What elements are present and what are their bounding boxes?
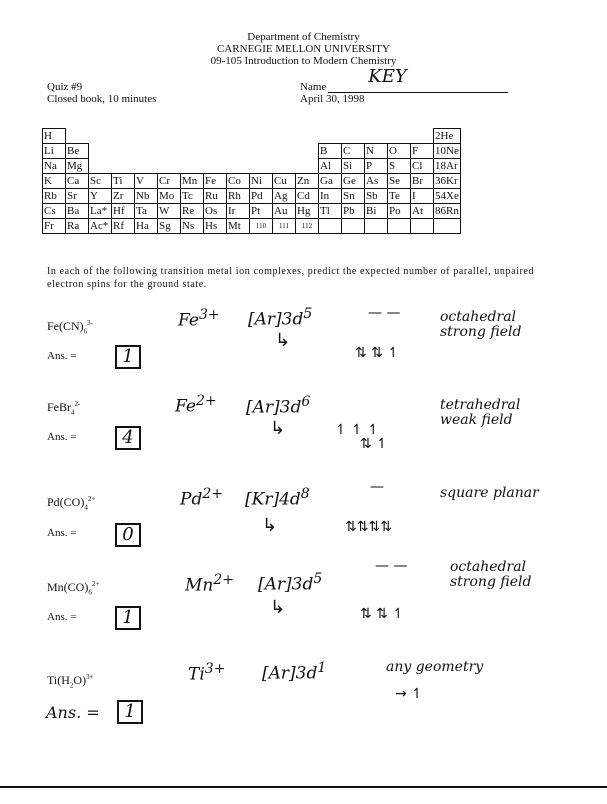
periodic-empty-cell <box>227 144 250 159</box>
answer-label-2: Ans. = <box>47 431 77 443</box>
periodic-empty-cell <box>388 129 411 144</box>
element-cell: Ac* <box>89 219 112 234</box>
element-cell: Br <box>411 174 434 189</box>
element-cell: Si <box>342 159 365 174</box>
periodic-table-row <box>43 219 461 234</box>
element-cell: Sg <box>158 219 181 234</box>
element-cell: Fr <box>43 219 66 234</box>
element-cell: Rb <box>43 189 66 204</box>
name-field <box>328 66 508 93</box>
element-cell: Pb <box>342 204 365 219</box>
element-cell: Te <box>388 189 411 204</box>
periodic-empty-cell <box>112 129 135 144</box>
element-cell: Sn <box>342 189 365 204</box>
element-cell: Sr <box>66 189 89 204</box>
element-cell: Sb <box>365 189 388 204</box>
periodic-empty-cell <box>181 159 204 174</box>
complex-formula-3: $Pd(CO)_4^{2+}$ <box>47 495 96 512</box>
element-cell: 112 <box>296 219 319 234</box>
element-cell: 18Ar <box>434 159 461 174</box>
element-cell: Ru <box>204 189 227 204</box>
ion-4: $Mn^{2+}$ <box>185 572 234 596</box>
element-cell: Hs <box>204 219 227 234</box>
periodic-empty-cell <box>66 129 89 144</box>
periodic-empty-cell <box>296 159 319 174</box>
answer-box-2: 4 <box>115 426 141 450</box>
element-cell: Cd <box>296 189 319 204</box>
periodic-empty-cell <box>135 129 158 144</box>
instructions: In each of the following transition metal ion complexes, predict the expected number of parallel, unpaired electron spins for the ground state. <box>47 266 535 290</box>
periodic-empty-cell <box>388 219 411 234</box>
element-cell: Ba <box>66 204 89 219</box>
element-cell: P <box>365 159 388 174</box>
answer-label-5: Ans. = <box>46 703 100 722</box>
answer-label-1: Ans. = <box>47 350 77 362</box>
element-cell: Zr <box>112 189 135 204</box>
periodic-empty-cell <box>158 144 181 159</box>
element-cell: Ni <box>250 174 273 189</box>
element-cell: Al <box>319 159 342 174</box>
config-2: $[Ar]3d^6$ <box>246 394 311 418</box>
periodic-empty-cell <box>342 129 365 144</box>
answer-box-1: 1 <box>115 345 141 369</box>
ion-3: $Pd^{2+}$ <box>180 486 223 510</box>
element-cell: At <box>411 204 434 219</box>
periodic-empty-cell <box>250 144 273 159</box>
periodic-empty-cell <box>204 159 227 174</box>
complex-formula-5: $Ti(H_2O)^{3+}$ <box>47 673 94 690</box>
element-cell: 110 <box>250 219 273 234</box>
complex-formula-1: $Fe(CN)_6^{3-}$ <box>47 319 94 336</box>
date-text: April 30, 1998 <box>300 93 365 105</box>
arrow-icon: ↳ <box>270 418 286 439</box>
element-cell: Pd <box>250 189 273 204</box>
element-cell: Ir <box>227 204 250 219</box>
periodic-empty-cell <box>342 219 365 234</box>
periodic-empty-cell <box>112 159 135 174</box>
periodic-empty-cell <box>112 144 135 159</box>
element-cell: Cu <box>273 174 296 189</box>
periodic-empty-cell <box>273 144 296 159</box>
periodic-empty-cell <box>181 144 204 159</box>
element-cell: Ge <box>342 174 365 189</box>
element-cell: I <box>411 189 434 204</box>
periodic-empty-cell <box>158 129 181 144</box>
element-cell: Ti <box>112 174 135 189</box>
periodic-empty-cell <box>365 129 388 144</box>
element-cell: Ag <box>273 189 296 204</box>
complex-formula-4: $Mn(CO)_6^{2+}$ <box>47 580 100 597</box>
orbitals-top-4: — — <box>375 558 408 574</box>
element-cell: Bi <box>365 204 388 219</box>
quiz-note: Closed book, 10 minutes <box>47 93 157 105</box>
element-cell: Fe <box>204 174 227 189</box>
config-5: $[Ar]3d^1$ <box>262 660 327 684</box>
university-line: CARNEGIE MELLON UNIVERSITY <box>217 43 390 55</box>
periodic-empty-cell <box>227 159 250 174</box>
element-cell: Cl <box>411 159 434 174</box>
periodic-empty-cell <box>89 144 112 159</box>
element-cell: Sc <box>89 174 112 189</box>
element-cell: Mo <box>158 189 181 204</box>
answer-label-3: Ans. = <box>47 527 77 539</box>
periodic-empty-cell <box>365 219 388 234</box>
config-4: $[Ar]3d^5$ <box>258 571 323 595</box>
periodic-empty-cell <box>204 129 227 144</box>
element-cell: Re <box>181 204 204 219</box>
element-cell: Ha <box>135 219 158 234</box>
orbitals-bottom-4: ⇅ ⇅ ↿ <box>360 606 405 622</box>
answer-label-4: Ans. = <box>47 611 77 623</box>
element-cell: Na <box>43 159 66 174</box>
element-cell: 10Ne <box>435 145 459 157</box>
element-cell: Au <box>273 204 296 219</box>
element-cell: B <box>319 144 342 159</box>
periodic-empty-cell <box>434 219 461 234</box>
element-cell: Be <box>66 144 89 159</box>
page-bottom-edge <box>0 786 607 788</box>
periodic-empty-cell <box>273 159 296 174</box>
arrow-icon: ↳ <box>275 330 291 351</box>
notes-2: tetrahedral weak field <box>440 397 521 428</box>
orbitals-bottom-2: ⇅ ↿ <box>360 436 388 452</box>
element-cell: V <box>135 174 158 189</box>
periodic-empty-cell <box>319 219 342 234</box>
element-cell: Ga <box>319 174 342 189</box>
element-cell: 36Kr <box>434 174 461 189</box>
arrow-icon: ↳ <box>262 515 278 536</box>
department-line: Department of Chemistry <box>247 31 360 43</box>
element-cell: Hf <box>112 204 135 219</box>
periodic-empty-cell <box>296 129 319 144</box>
answer-box-3: 0 <box>115 523 141 547</box>
periodic-table-row <box>43 159 461 174</box>
document-header <box>0 31 607 67</box>
element-cell: Cs <box>43 204 66 219</box>
quiz-number: Quiz #9 <box>47 81 83 93</box>
orbitals-bottom-5: → ↿ <box>395 686 423 702</box>
quiz-info <box>47 81 156 105</box>
element-cell: Li <box>43 144 66 159</box>
answer-box-5: 1 <box>117 700 143 724</box>
element-cell: Mg <box>66 159 89 174</box>
element-cell: Se <box>388 174 411 189</box>
periodic-empty-cell <box>250 159 273 174</box>
element-cell: 86Rn <box>435 205 459 217</box>
orbitals-top-3: — <box>370 479 384 495</box>
orbitals-bottom-3: ⇅⇅⇅⇅ <box>345 519 392 535</box>
element-cell: O <box>388 144 411 159</box>
element-cell: Co <box>227 174 250 189</box>
course-line: 09-105 Introduction to Modern Chemistry <box>210 55 397 67</box>
element-cell: N <box>365 144 388 159</box>
element-cell: 2He <box>434 129 461 144</box>
element-cell: As <box>365 174 388 189</box>
element-cell: In <box>319 189 342 204</box>
periodic-empty-cell <box>158 159 181 174</box>
element-cell: Rh <box>227 189 250 204</box>
element-cell: C <box>342 144 365 159</box>
periodic-empty-cell <box>319 129 342 144</box>
element-cell: Pt <box>250 204 273 219</box>
notes-5: any geometry <box>386 659 484 675</box>
answer-box-4: 1 <box>115 606 141 630</box>
periodic-table-row <box>43 129 461 144</box>
element-cell: K <box>43 174 66 189</box>
periodic-empty-cell <box>135 144 158 159</box>
periodic-empty-cell <box>135 159 158 174</box>
periodic-empty-cell <box>273 129 296 144</box>
orbitals-top-2: ↿ ↿ ↿ <box>335 422 380 438</box>
arrow-icon: ↳ <box>270 597 286 618</box>
notes-1: octahedral strong field <box>440 309 522 340</box>
periodic-table-row <box>43 144 461 159</box>
ion-2: $Fe^{2+}$ <box>175 393 217 417</box>
element-cell: Cr <box>158 174 181 189</box>
name-label: Name <box>300 81 327 93</box>
element-cell: 54Xe <box>435 190 459 202</box>
element-cell: Hg <box>296 204 319 219</box>
periodic-empty-cell <box>181 129 204 144</box>
periodic-table-row <box>43 174 461 189</box>
element-cell: Tc <box>181 189 204 204</box>
periodic-empty-cell <box>411 219 434 234</box>
periodic-empty-cell <box>296 144 319 159</box>
element-cell: Ns <box>181 219 204 234</box>
element-cell: Tl <box>319 204 342 219</box>
name-value: KEY <box>368 66 407 87</box>
orbitals-top-1: — — <box>368 305 401 321</box>
element-cell: Y <box>89 189 112 204</box>
complex-formula-2: FeBr$_4^{2-}$ <box>47 400 81 417</box>
element-cell: Zn <box>296 174 319 189</box>
element-cell: F <box>411 144 434 159</box>
element-cell: Mt <box>227 219 250 234</box>
notes-4: octahedral strong field <box>450 559 532 590</box>
ion-5: $Ti^{3+}$ <box>188 661 226 685</box>
element-cell: Ra <box>66 219 89 234</box>
element-cell: Po <box>388 204 411 219</box>
notes-3: square planar <box>440 485 539 501</box>
element-cell: Nb <box>135 189 158 204</box>
name-date-block <box>300 66 508 105</box>
element-cell: H <box>43 129 66 144</box>
config-1: $[Ar]3d^5$ <box>248 306 313 330</box>
element-cell: 111 <box>273 219 296 234</box>
element-cell: S <box>388 159 411 174</box>
periodic-empty-cell <box>227 129 250 144</box>
periodic-empty-cell <box>204 144 227 159</box>
orbitals-bottom-1: ⇅ ⇅ ↿ <box>355 345 400 361</box>
periodic-empty-cell <box>89 159 112 174</box>
periodic-empty-cell <box>89 129 112 144</box>
periodic-empty-cell <box>250 129 273 144</box>
element-cell: Os <box>204 204 227 219</box>
periodic-table-row <box>43 204 461 219</box>
periodic-empty-cell <box>411 129 434 144</box>
config-3: $[Kr]4d^8$ <box>245 486 310 510</box>
periodic-table <box>42 128 461 234</box>
element-cell: Rf <box>112 219 135 234</box>
element-cell: Ca <box>66 174 89 189</box>
element-cell: Ta <box>135 204 158 219</box>
ion-1: $Fe^{3+}$ <box>178 307 220 331</box>
element-cell: Mn <box>181 174 204 189</box>
periodic-table-row <box>43 189 461 204</box>
element-cell: La* <box>89 204 112 219</box>
element-cell: W <box>158 204 181 219</box>
